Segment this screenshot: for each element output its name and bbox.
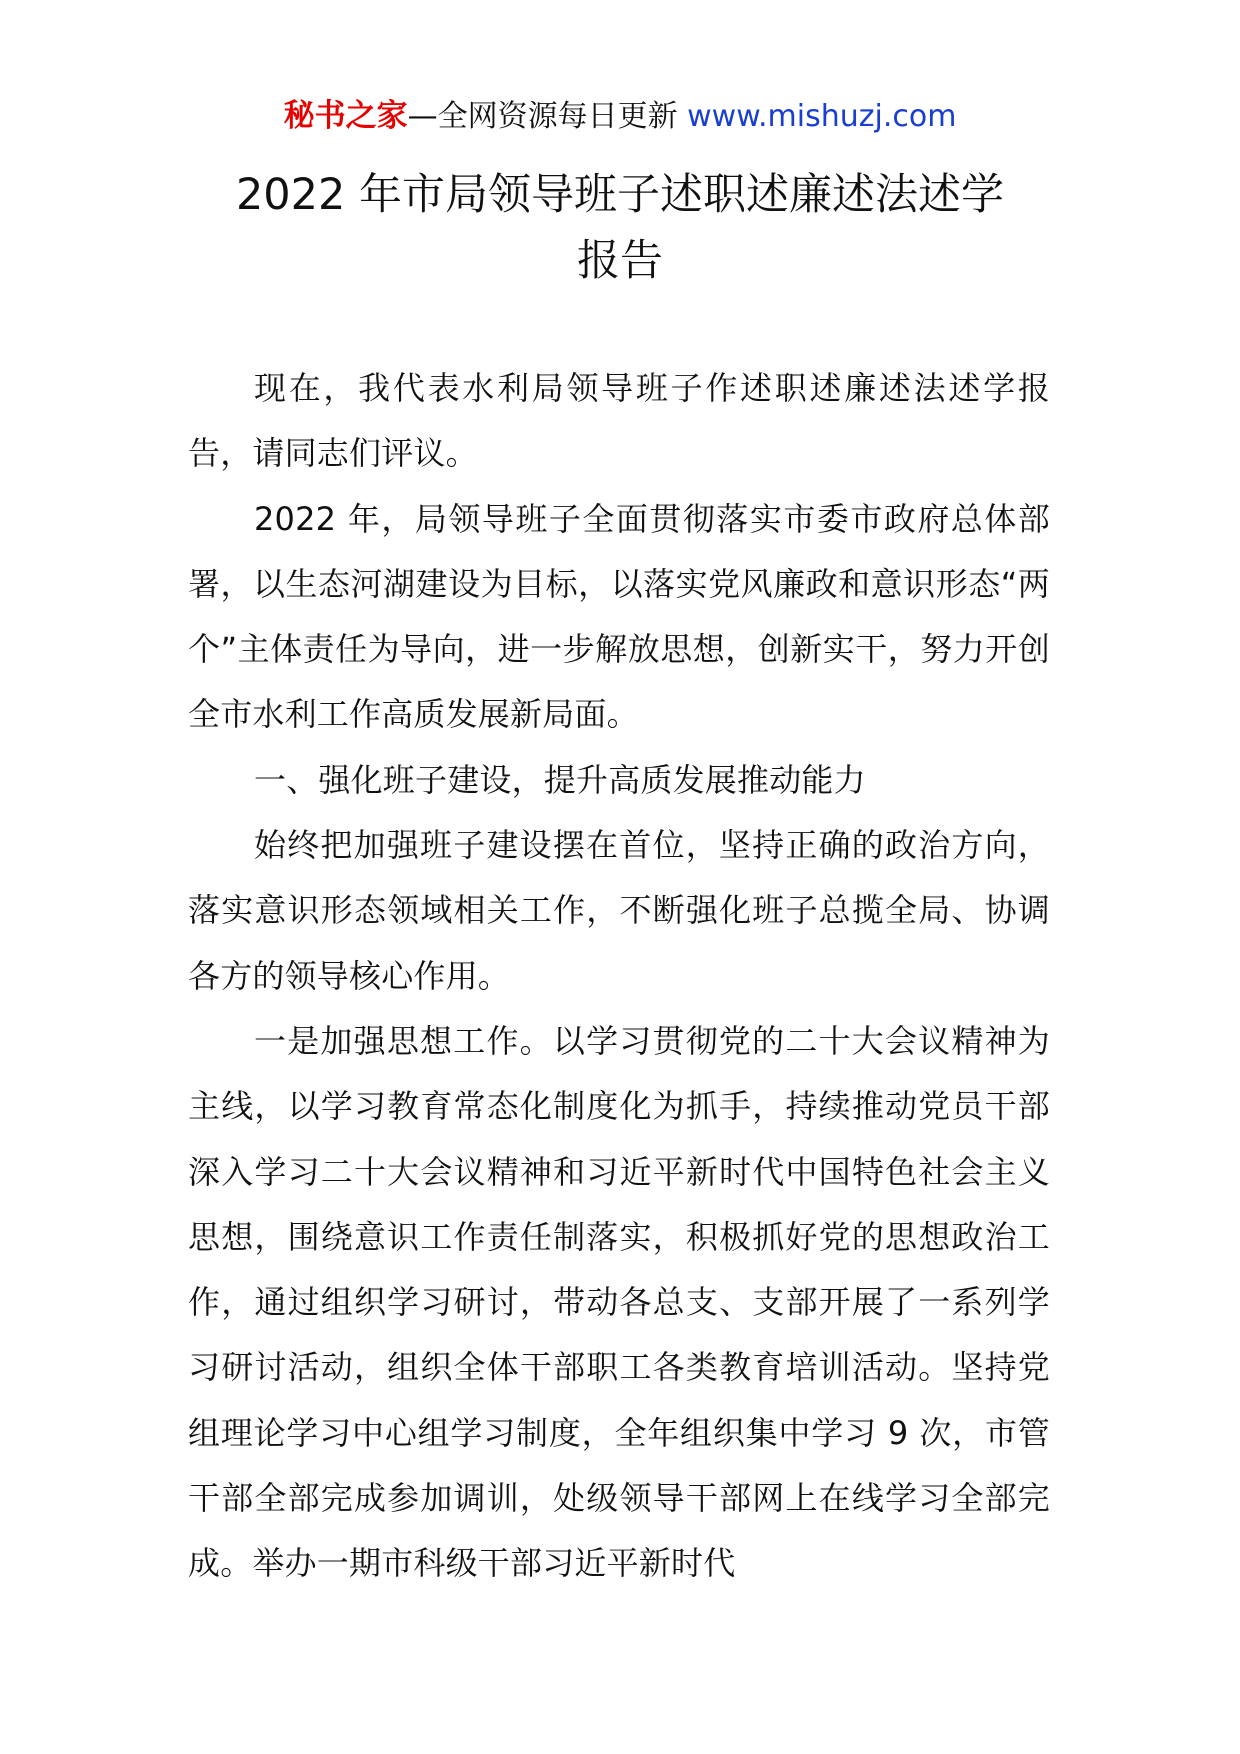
paragraph-overview: 2022 年，局领导班子全面贯彻落实市委市政府总体部署，以生态河湖建设为目标，以落实党风廉政和意识形态“两个”主体责任为导向，进一步解放思想，创新实干，努力开创全市水利工作高质发展新局面。 [188,499,1050,734]
section-heading-1: 一、强化班子建设，提升高质发展推动能力 [254,760,866,799]
header-tagline: —全网资源每日更新 [407,99,688,134]
paragraph-section-1-intro: 始终把加强班子建设摆在首位，坚持正确的政治方向，落实意识形态领域相关工作，不断强化班子总揽全局、协调各方的领导核心作用。 [188,826,1050,995]
brand-name: 秘书之家 [283,98,408,134]
site-header [0,96,1240,137]
site-url-link[interactable]: www.mishuzj.com [687,99,957,134]
paragraph-point-1: 一是加强思想工作。以学习贯彻党的二十大会议精神为主线，以学习教育常态化制度化为抓手，持续推动党员干部深入学习二十大会议精神和习近平新时代中国特色社会主义思想，围绕意识工作责任制落实，积极抓好党的思想政治工作，通过组织学习研讨，带动各总支、支部开展了一系列学习研讨活动，组织全体干部职工各类教育培训活动。坚持党组理论学习中心组学习制度，全年组织集中学习 9 次，市管干部全部完成参加调训，处级领导干部网上在线学习全部完成。举办一期市科级干部习近平新时代 [188,1021,1050,1583]
document-body [188,356,1050,1597]
document-title [0,162,1240,294]
paragraph-intro: 现在，我代表水利局领导班子作述职述廉述法述学报告，请同志们评议。 [188,369,1050,473]
title-line-2: 报告 [577,236,663,286]
title-line-1: 2022 年市局领导班子述职述廉述法述学 [235,170,1005,220]
